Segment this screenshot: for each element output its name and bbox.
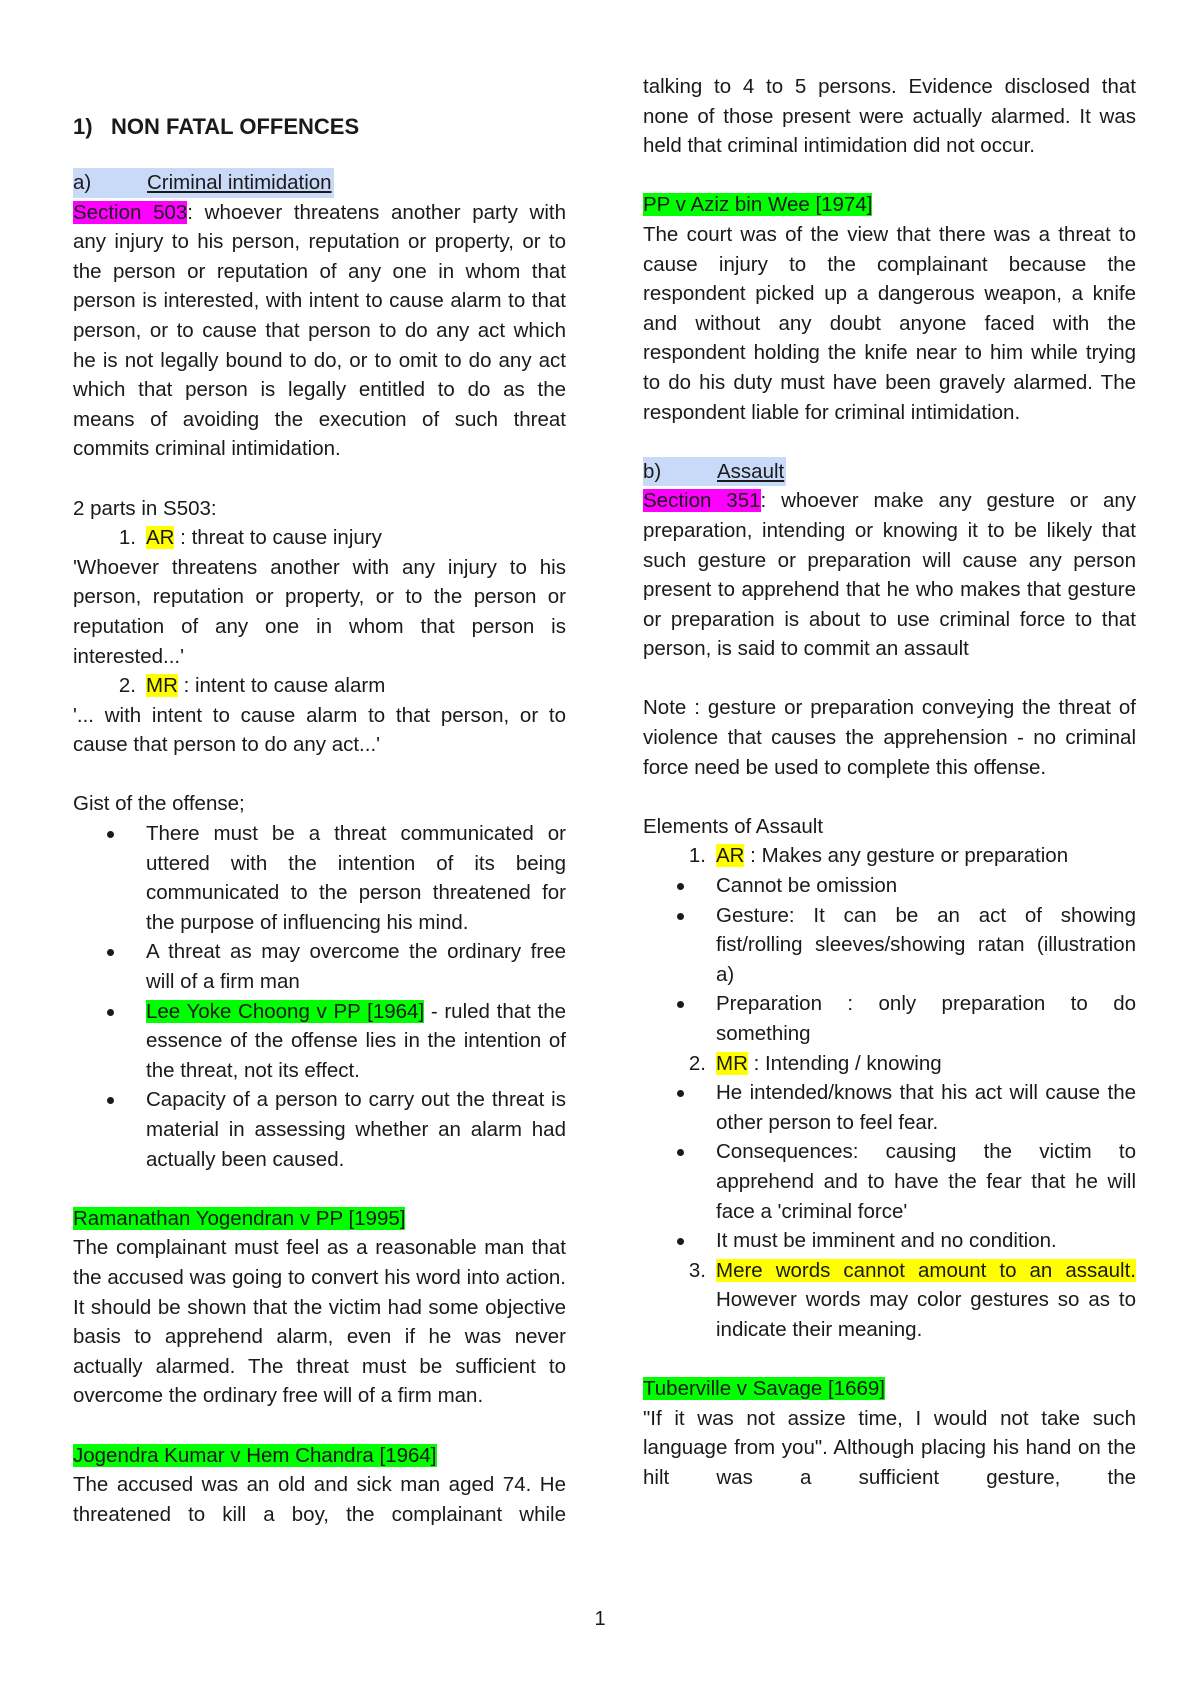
section-351-paragraph [643,486,1136,664]
section-title [73,112,566,142]
gist-bullet-4: Capacity of a person to carry out the threat is material in assessing whether an alarm had actually been caused. [73,1085,566,1174]
bullet-icon [73,937,146,996]
subheading-name: Assault [717,459,785,483]
bullet-icon [73,819,146,937]
bullet-icon [643,871,716,901]
bullet-icon [643,1226,716,1256]
part-2-label: MR [146,674,178,698]
subheading-letter: a) [73,171,92,194]
case-ramanathan-text: The complainant must feel as a reasonable man that the accused was going to convert his word into action. It should be shown that the victim had some objective basis to apprehend alarm, even if he was never actually alarmed. The threat must be sufficient to overcome the ordinary free will of a firm man. [73,1236,566,1408]
page-number: 1 [594,1608,606,1630]
bullet-icon [73,997,146,1086]
case-jogendra-text: The accused was an old and sick man aged 74. He threatened to kill a boy, the complainant while [73,1473,566,1526]
gist-bullet-2: A threat as may overcome the ordinary free will of a firm man [73,937,566,996]
section-number: 1) [73,114,93,139]
case-aziz-heading: PP v Aziz bin Wee [1974] [643,193,873,217]
element-2-text: : Intending / knowing [747,1051,942,1075]
gist-intro: Gist of the offense; [73,792,245,816]
part-1-text: : threat to cause injury [174,526,382,550]
section-503-paragraph [73,198,566,464]
element-2-item [643,1049,1136,1079]
case-jogendra-continued: talking to 4 to 5 persons. Evidence disclosed that none of those present were actually alarmed. It was held that criminal intimidation did not occur. [643,75,1136,158]
part-1-label: AR [146,526,175,550]
subheading-assault [643,457,1136,487]
gist-bullet-1: There must be a threat communicated or uttered with the intention of its being communicated to the person threatened for the purpose of influencing his mind. [73,819,566,937]
part-1-number: 1. [118,526,136,550]
section-503-text: : whoever threatens another party with any injury to his person, reputation or property, or to the person or reputation of any one in whom that person is interested, with intent to cause alarm to that person, or to cause that person to do any act which he is not legally bound to do, or to omit to do any act which that person is legally entitled to do as the means of avoiding the execution of such threat commits criminal intimidation. [73,200,566,461]
case-tuberville-text: "If it was not assize time, I would not take such language from you". Although placing his hand on the hilt was a sufficient gesture, the [643,1406,1136,1489]
section-title-text: NON FATAL OFFENCES [111,114,360,139]
element-1-item [643,841,1136,871]
element-2-bullet-2: Consequences: causing the victim to apprehend and to have the fear that he will face a 'criminal force' [643,1137,1136,1226]
element-2-number: 2. [688,1051,706,1075]
parts-intro: 2 parts in S503: [73,496,217,520]
element-3-number: 3. [688,1258,706,1282]
assault-note: Note : gesture or preparation conveying the threat of violence that causes the apprehension - no criminal force need be used to complete this offense. [643,696,1136,779]
element-2-bullet-3: It must be imminent and no condition. [643,1226,1136,1256]
bullet-icon [643,1137,716,1226]
subheading-criminal-intimidation [73,168,566,198]
bullet-icon [643,901,716,990]
element-3-item [643,1256,1136,1345]
bullet-icon [73,1085,146,1174]
left-column [73,112,566,1529]
case-tuberville-heading: Tuberville v Savage [1669] [643,1377,885,1401]
part-1-item [73,523,566,553]
case-jogendra-heading: Jogendra Kumar v Hem Chandra [1964] [73,1443,437,1467]
element-1-bullet-3: Preparation : only preparation to do something [643,989,1136,1048]
section-503-label: Section 503 [73,200,188,224]
right-column [643,72,1136,1493]
element-1-label: AR [716,844,745,868]
case-aziz-text: The court was of the view that there was a threat to cause injury to the complainant because the respondent picked up a dangerous weapon, a knife and without any doubt anyone faced with the respondent holding the knife near to him while trying to do his duty must have been gravely alarmed. The respondent liable for criminal intimidation. [643,222,1136,424]
case-ramanathan-heading: Ramanathan Yogendran v PP [1995] [73,1206,406,1230]
element-1-bullet-2: Gesture: It can be an act of showing fist/rolling sleeves/showing ratan (illustration a) [643,901,1136,990]
section-351-label: Section 351 [643,489,761,513]
subheading-letter: b) [643,459,662,483]
element-3-highlight: Mere words cannot amount to an assault. [716,1258,1136,1282]
bullet-icon [643,989,716,1048]
element-3-text: However words may color gestures so as to indicate their meaning. [716,1288,1136,1341]
section-351-text: : whoever make any gesture or any preparation, intending or knowing it to be likely that such gesture or preparation will cause any person present to apprehend that he who makes that gesture or preparation is about to use criminal force to that person, is said to commit an assault [643,489,1136,661]
element-1-text: : Makes any gesture or preparation [744,844,1069,868]
part-2-number: 2. [118,674,136,698]
element-1-bullet-1: Cannot be omission [643,871,1136,901]
element-1-number: 1. [688,844,706,868]
part-2-quote: '... with intent to cause alarm to that person, or to cause that person to do any act...' [73,703,566,757]
gist-bullet-3: Lee Yoke Choong v PP [1964] - ruled that the essence of the offense lies in the intention of the threat, not its effect. [73,997,566,1086]
case-lee-yoke-choong: Lee Yoke Choong v PP [1964] [146,999,425,1023]
element-2-bullet-1: He intended/knows that his act will cause the other person to feel fear. [643,1078,1136,1137]
element-2-label: MR [716,1051,748,1075]
subheading-name: Criminal intimidation [147,171,332,194]
elements-intro: Elements of Assault [643,814,824,838]
part-1-quote: 'Whoever threatens another with any injury to his person, reputation or property, or to the person or reputation of any one in whom that person is interested...' [73,555,566,668]
part-2-item [73,671,566,701]
bullet-icon [643,1078,716,1137]
part-2-text: : intent to cause alarm [177,674,386,698]
